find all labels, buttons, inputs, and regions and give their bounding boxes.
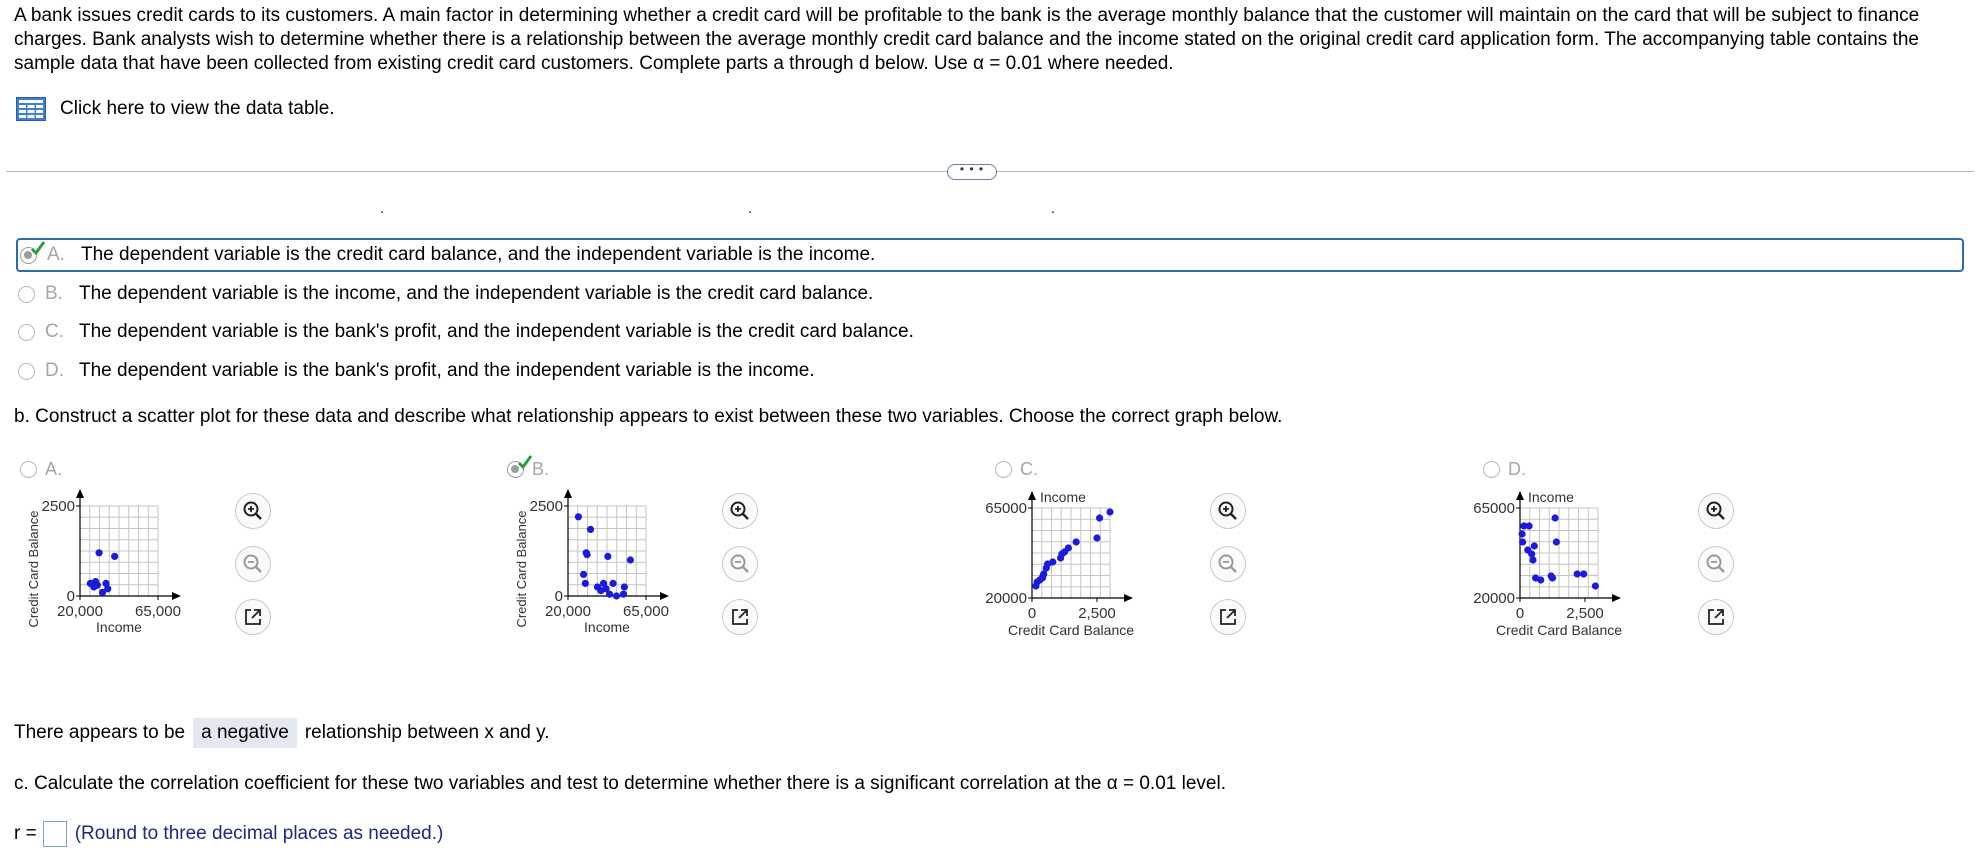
r-answer-line	[14, 821, 443, 847]
clipped-text-dot: .	[748, 200, 752, 216]
graph-option-c[interactable]	[993, 459, 1054, 480]
radio-button[interactable]	[995, 461, 1012, 478]
x-tick-label: 65,000	[135, 603, 181, 620]
answer-suffix: relationship between x and y.	[304, 722, 550, 743]
external-link-icon	[243, 607, 263, 627]
data-point	[1580, 570, 1587, 577]
option-letter: C.	[45, 321, 64, 342]
open-in-new-window-button[interactable]	[1698, 599, 1734, 635]
x-tick-label: 0	[1515, 605, 1525, 622]
y-tick-label: 65000	[985, 500, 1027, 517]
zoom-out-button[interactable]	[1210, 546, 1246, 582]
data-point	[1526, 522, 1533, 529]
zoom-in-button[interactable]	[235, 493, 271, 529]
option-letter: C.	[1020, 459, 1038, 479]
table-grid-icon	[16, 97, 46, 121]
relationship-answer-dropdown[interactable]: a negative	[193, 718, 297, 748]
y-tick-label: 2500	[529, 498, 563, 515]
data-point	[94, 582, 101, 589]
y-axis-title: Credit Card Balance	[26, 510, 41, 628]
zoom-in-button[interactable]	[1210, 493, 1246, 529]
radio-button[interactable]	[1483, 461, 1500, 478]
y-tick-label: 2500	[41, 498, 75, 515]
data-point	[604, 553, 611, 560]
data-point	[613, 592, 620, 599]
scatter-plot-a	[18, 488, 248, 688]
zoom-out-button[interactable]	[722, 546, 758, 582]
y-tick-label: 65000	[1473, 500, 1515, 517]
data-point	[575, 513, 582, 520]
part-a-option-a[interactable]	[16, 238, 1964, 272]
zoom-in-icon	[1217, 500, 1239, 522]
y-axis-arrow	[564, 489, 572, 498]
data-point	[609, 580, 616, 587]
scatter-plot-b	[506, 488, 736, 688]
x-axis-title: Credit Card Balance	[1007, 622, 1135, 638]
data-point	[1519, 538, 1526, 545]
zoom-out-icon	[1705, 553, 1727, 575]
radio-button-selected[interactable]	[507, 461, 524, 478]
option-text: The dependent variable is the bank's profit, and the independent variable is the credit card balance.	[79, 321, 914, 342]
data-point	[620, 591, 627, 598]
x-tick-label: 0	[1027, 605, 1037, 622]
data-point	[583, 551, 590, 558]
data-point	[580, 571, 587, 578]
data-point	[1528, 550, 1535, 557]
x-axis-arrow	[172, 592, 181, 600]
part-a-option-c[interactable]	[16, 315, 1964, 349]
scatter-plot-d	[1473, 488, 1714, 688]
part-b-question: b. Construct a scatter plot for these data and describe what relationship appears to exist between these two variables. Choose the correct graph below.	[14, 406, 1283, 427]
option-letter: A.	[45, 459, 63, 479]
zoom-out-button[interactable]	[1698, 546, 1734, 582]
y-tick-label: 0	[66, 588, 75, 605]
x-tick-label: 2,500	[1078, 605, 1116, 622]
rounding-hint: (Round to three decimal places as needed.)	[74, 823, 444, 844]
zoom-out-icon	[242, 553, 264, 575]
open-in-new-window-button[interactable]	[722, 599, 758, 635]
data-point	[1552, 514, 1559, 521]
option-letter: A.	[47, 244, 65, 265]
graph-c-tools	[1210, 493, 1246, 635]
graph-b-tools	[722, 493, 758, 635]
radio-button[interactable]	[18, 324, 35, 341]
x-tick-label: 20,000	[545, 603, 591, 620]
x-axis-title: Income	[584, 619, 630, 635]
y-tick-label: 0	[554, 588, 563, 605]
y-tick-label: 20000	[1473, 590, 1515, 607]
graph-option-d[interactable]	[1481, 459, 1542, 480]
x-axis-arrow	[660, 592, 669, 600]
data-point	[587, 526, 594, 533]
y-axis-title: Credit Card Balance	[514, 510, 529, 628]
expand-more-button[interactable]: • • •	[947, 164, 997, 180]
data-point	[1065, 544, 1072, 551]
graph-option-a[interactable]	[18, 459, 79, 480]
external-link-icon	[730, 607, 750, 627]
open-in-new-window-button[interactable]	[1210, 599, 1246, 635]
radio-button-selected[interactable]	[20, 247, 37, 264]
data-point	[1531, 542, 1538, 549]
data-point	[582, 580, 589, 587]
zoom-in-icon	[242, 500, 264, 522]
part-b-answer	[14, 718, 550, 748]
data-point	[1549, 574, 1556, 581]
x-tick-label: 2,500	[1566, 605, 1604, 622]
zoom-out-icon	[1217, 553, 1239, 575]
zoom-in-icon	[729, 500, 751, 522]
data-point	[1106, 508, 1113, 515]
checkmark-icon	[517, 454, 533, 470]
part-a-option-b[interactable]	[16, 277, 1964, 311]
option-text: The dependent variable is the bank's profit, and the independent variable is the income.	[79, 360, 815, 381]
r-label: r =	[14, 823, 37, 844]
x-tick-label: 65,000	[623, 603, 669, 620]
data-point	[1093, 534, 1100, 541]
answer-prefix: There appears to be	[14, 722, 186, 743]
data-point	[1574, 570, 1581, 577]
data-point	[111, 553, 118, 560]
open-in-new-window-button[interactable]	[235, 599, 271, 635]
radio-button[interactable]	[18, 363, 35, 380]
data-point	[621, 583, 628, 590]
zoom-out-icon	[729, 553, 751, 575]
zoom-in-button[interactable]	[722, 493, 758, 529]
graph-a-tools	[235, 493, 271, 635]
checkmark-icon	[30, 240, 46, 256]
data-point	[1529, 556, 1536, 563]
zoom-in-button[interactable]	[1698, 493, 1734, 529]
option-letter: B.	[532, 459, 550, 479]
radio-button[interactable]	[20, 461, 37, 478]
zoom-out-button[interactable]	[235, 546, 271, 582]
x-axis-arrow	[1124, 594, 1133, 602]
data-point	[1049, 558, 1056, 565]
x-axis-title: Income	[96, 619, 142, 635]
external-link-icon	[1218, 607, 1238, 627]
y-axis-arrow	[1516, 491, 1524, 500]
x-axis-arrow	[1612, 594, 1621, 602]
scatter-plot-c	[985, 488, 1226, 688]
y-axis-arrow	[76, 489, 84, 498]
data-point	[1537, 576, 1544, 583]
part-c-question: c. Calculate the correlation coefficient for these two variables and test to determine whether there is a significant correlation at the α = 0.01 level.	[14, 773, 1226, 794]
option-letter: D.	[1508, 459, 1526, 479]
data-point	[1096, 514, 1103, 521]
data-point	[606, 591, 613, 598]
graph-d-tools	[1698, 493, 1734, 635]
radio-button[interactable]	[18, 286, 35, 303]
data-point	[1553, 538, 1560, 545]
option-letter: B.	[45, 283, 63, 304]
y-axis-arrow	[1028, 491, 1036, 500]
data-point	[627, 556, 634, 563]
x-axis-title: Credit Card Balance	[1495, 622, 1623, 638]
data-point	[1592, 582, 1599, 589]
graph-option-b[interactable]	[505, 459, 566, 480]
zoom-in-icon	[1705, 500, 1727, 522]
x-tick-label: 20,000	[57, 603, 103, 620]
r-input[interactable]	[43, 821, 67, 847]
view-data-table-label: Click here to view the data table.	[60, 98, 335, 119]
data-point	[104, 585, 111, 592]
y-axis-title: Income	[1040, 489, 1086, 505]
data-point	[1073, 538, 1080, 545]
data-point	[1518, 530, 1525, 537]
option-text: The dependent variable is the credit card balance, and the independent variable is the income.	[81, 244, 876, 265]
problem-statement: A bank issues credit cards to its customers. A main factor in determining whether a credit card will be profitable to the bank is the average monthly balance that the customer will maintain on the card that will be subject to finance charges. Bank analysts wish to determine whether there is a relationship between the average monthly credit card balance and the income stated on the original credit card application form. The accompanying table contains the sample data that have been collected from existing credit card customers. Complete parts a through d below. Use α = 0.01 where needed.	[14, 5, 1920, 74]
option-letter: D.	[45, 360, 64, 381]
part-a-option-d[interactable]	[16, 354, 1964, 388]
clipped-text-dot: .	[1051, 200, 1055, 216]
y-tick-label: 20000	[985, 590, 1027, 607]
y-axis-title: Income	[1528, 489, 1574, 505]
option-text: The dependent variable is the income, and the independent variable is the credit card balance.	[79, 283, 874, 304]
data-point	[95, 549, 102, 556]
clipped-text-dot: .	[380, 200, 384, 216]
external-link-icon	[1706, 607, 1726, 627]
view-data-table-link[interactable]	[16, 97, 335, 121]
